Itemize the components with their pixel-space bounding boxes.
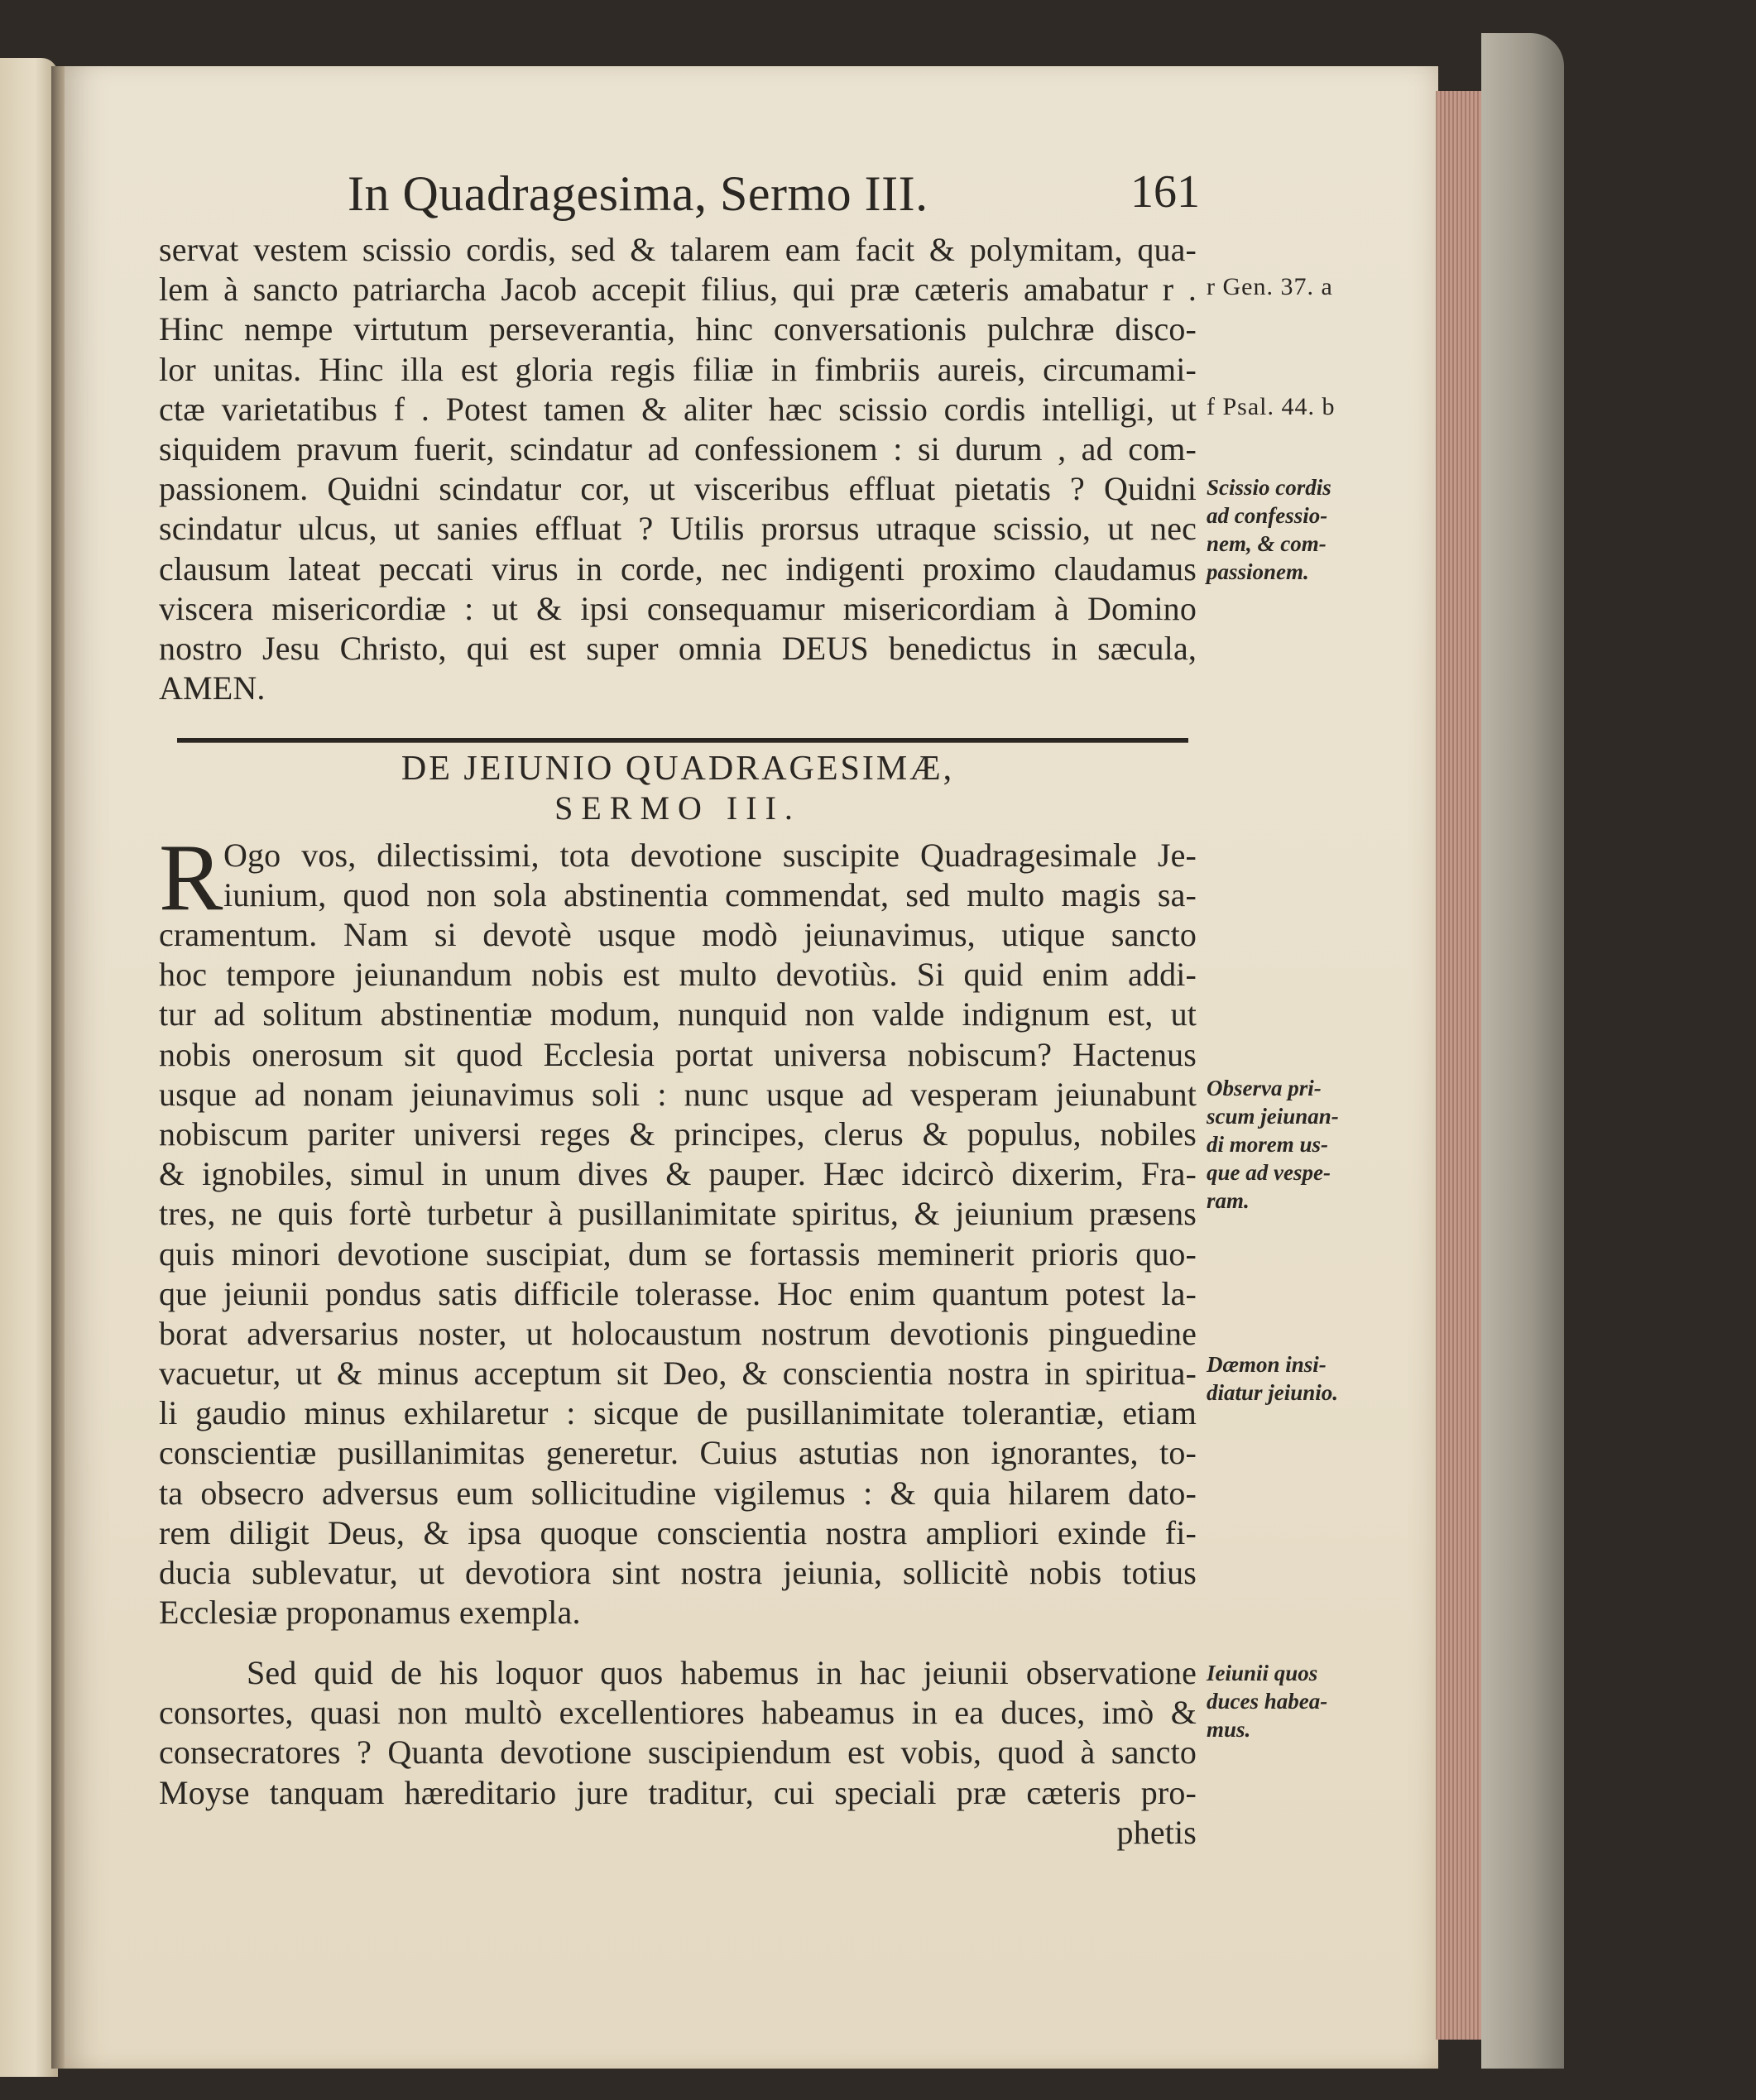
- text-line: ta obsecro adversus eum sollicitudine vigilemus : & quia hilarem dato-: [159, 1474, 1197, 1512]
- text-line: clausum lateat peccati virus in corde, nec indigenti proximo claudamus: [159, 549, 1197, 587]
- margin-note-line: Observa pri-: [1207, 1076, 1322, 1100]
- margin-note-line: que ad vespe-: [1207, 1160, 1331, 1185]
- text-line: consortes, quasi non multò excellentiores habeamus in ea duces, imò &: [159, 1694, 1197, 1732]
- margin-note-line: diatur jeiunio.: [1207, 1380, 1339, 1405]
- text-line: passionem. Quidni scindatur cor, ut visceribus effluat pietatis ? Quidni: [159, 470, 1197, 508]
- text-line: rem diligit Deus, & ipsa quoque conscientia nostra ampliori exinde fi-: [159, 1513, 1197, 1551]
- margin-reference-psalm: f Psal. 44. b: [1207, 393, 1336, 420]
- margin-note-line: nem, & com-: [1207, 531, 1327, 556]
- paragraph-second: [159, 1653, 1197, 1853]
- margin-note-line: Scissio cordis: [1207, 475, 1331, 500]
- text-line: borat adversarius noster, ut holocaustum nostrum devotionis pinguedine: [159, 1314, 1197, 1352]
- text-line: que jeiunii pondus satis difficile tolerasse. Hoc enim quantum potest la-: [159, 1274, 1197, 1312]
- margin-note-line: di morem us-: [1207, 1132, 1329, 1157]
- margin-note-observa: [1207, 1074, 1339, 1215]
- page-number: 161: [1130, 166, 1200, 218]
- text-line: hoc tempore jeiunandum nobis est multo devotiùs. Si quid enim addi-: [159, 956, 1197, 994]
- text-line: lem à sancto patriarcha Jacob accepit filius, qui præ cæteris amabatur r .: [159, 271, 1197, 309]
- text-line: ducia sublevatur, ut devotiora sint nostra jeiunia, sollicitè nobis totius: [159, 1554, 1197, 1591]
- text-line: ctæ varietatibus f . Potest tamen & aliter hæc scissio cordis intelligi, ut: [159, 390, 1197, 428]
- text-line: scindatur ulcus, ut sanies effluat ? Utilis prorsus utraque scissio, ut nec: [159, 510, 1197, 548]
- text-line: consecratores ? Quanta devotione suscipiendum est vobis, quod à sancto: [159, 1733, 1197, 1772]
- text-line: tres, ne quis fortè turbetur à pusillanimitate spiritus, & jeiunium præsens: [159, 1195, 1197, 1233]
- text-line: & ignobiles, simul in unum dives & pauper. Hæc idcircò dixerim, Fra-: [159, 1155, 1197, 1193]
- drop-cap: R: [159, 825, 223, 931]
- book-cover: [1481, 33, 1564, 2069]
- margin-note-line: ad confessio-: [1207, 503, 1328, 528]
- margin-reference-genesis: r Gen. 37. a: [1207, 273, 1333, 300]
- text-line: Ogo vos, dilectissimi, tota devotione suscipite Quadragesimale Je-: [223, 837, 1197, 874]
- paragraph-opening-lines: [223, 836, 1197, 915]
- text-line: Moyse tanquam hæreditario jure traditur, cui speciali præ cæteris pro-: [159, 1773, 1197, 1811]
- text-line: Ecclesiæ proponamus exempla.: [159, 1594, 581, 1632]
- text-line: Sed quid de his loquor quos habemus in hac jeiunii observatione: [247, 1654, 1197, 1691]
- text-line: nostro Jesu Christo, qui est super omnia DEUS benedictus in sæcula,: [159, 629, 1197, 667]
- section-heading: DE JEIUNIO QUADRAGESIMÆ,: [401, 750, 955, 788]
- text-line: vacuetur, ut & minus acceptum sit Deo, & conscientia nostra in spiritua-: [159, 1354, 1197, 1393]
- text-line: usque ad nonam jeiunavimus soli : nunc usque ad vesperam jeiunabunt: [159, 1075, 1197, 1113]
- text-line: lor unitas. Hinc illa est gloria regis filiæ in fimbriis aureis, circumami-: [159, 350, 1197, 388]
- left-page-edge: [0, 58, 58, 2077]
- section-subheading: SERMO III.: [554, 789, 801, 827]
- margin-note-line: scum jeiunan-: [1207, 1104, 1339, 1129]
- margin-note-line: duces habea-: [1207, 1689, 1328, 1714]
- text-line: cramentum. Nam si devotè usque modò jeiunavimus, utique sancto: [159, 916, 1197, 953]
- text-line: conscientiæ pusillanimitas generetur. Cuius astutias non ignorantes, to-: [159, 1434, 1197, 1472]
- text-line: AMEN.: [159, 669, 266, 707]
- margin-note-line: Dæmon insi-: [1207, 1352, 1327, 1377]
- paragraph-sermon-end: [159, 230, 1197, 708]
- text-line: iunium, quod non sola abstinentia commendat, sed multo magis sa-: [223, 876, 1197, 914]
- text-line: nobis onerosum sit quod Ecclesia portat universa nobiscum? Hactenus: [159, 1035, 1197, 1073]
- text-line: Hinc nempe virtutum perseverantia, hinc conversationis pulchræ disco-: [159, 310, 1197, 348]
- text-line: nobiscum pariter universi reges & principes, clerus & populus, nobiles: [159, 1115, 1197, 1153]
- margin-note-line: ram.: [1207, 1188, 1250, 1213]
- margin-note-ieiunii: [1207, 1659, 1327, 1743]
- text-line: servat vestem scissio cordis, sed & talarem eam facit & polymitam, qua-: [159, 231, 1197, 268]
- catchword: phetis: [1116, 1813, 1197, 1851]
- text-line: li gaudio minus exhilaretur : sicque de pusillanimitate tolerantiæ, etiam: [159, 1394, 1197, 1432]
- margin-note-line: mus.: [1207, 1717, 1251, 1742]
- paragraph-sermon-body: [159, 915, 1197, 1633]
- margin-note-line: passionem.: [1207, 559, 1309, 584]
- text-line: siquidem pravum fuerit, scindatur ad confessionem : si durum , ad com-: [159, 429, 1197, 467]
- margin-note-scissio: [1207, 473, 1331, 586]
- text-line: viscera misericordiæ : ut & ipsi consequamur misericordiam à Domino: [159, 589, 1197, 627]
- running-title: In Quadragesima, Sermo III.: [348, 166, 928, 221]
- text-line: quis minori devotione suscipiat, dum se fortassis meminerit prioris quo-: [159, 1235, 1197, 1273]
- margin-note-daemon: [1207, 1350, 1338, 1407]
- margin-note-line: Ieiunii quos: [1207, 1661, 1318, 1685]
- section-divider-rule: [177, 738, 1188, 743]
- page-header: [348, 165, 1200, 232]
- text-line: tur ad solitum abstinentiæ modum, nunquid non valde indignum est, ut: [159, 995, 1197, 1033]
